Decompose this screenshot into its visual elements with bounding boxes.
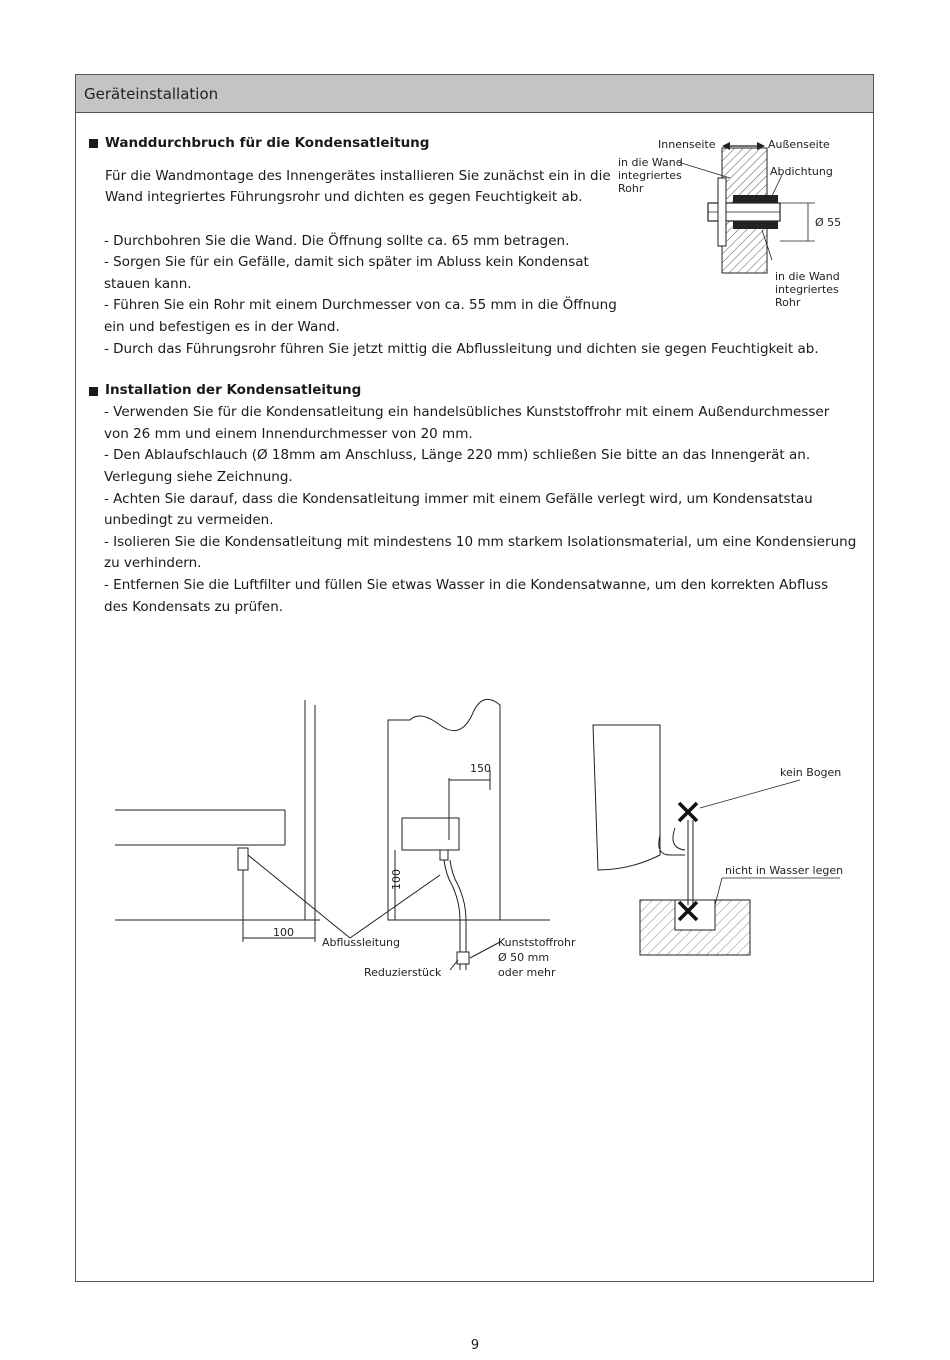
plastic-pipe-label: Ø 50 mm [498,951,550,964]
condensate-line-diagram [110,680,870,1000]
section-header [76,75,873,113]
dimension-100-vertical: 100 [390,869,403,890]
section1-heading: Wanddurchbruch für die Kondensatleitung [105,135,430,151]
inside-label: Innenseite [658,138,716,151]
section1-bullet: - Durchbohren Sie die Wand. Die Öffnung sollte ca. 65 mm betragen. [104,233,570,249]
section2-bullet: von 26 mm und einem Innendurchmesser von 20 mm. [104,426,473,442]
no-bend-label: kein Bogen [780,766,842,779]
pipe-label-line: Rohr [618,182,644,195]
dimension-100-horizontal: 100 [273,926,294,939]
section1-bullet: ein und befestigen es in der Wand. [104,319,340,335]
bullet-square-icon [89,139,98,148]
dimension-150: 150 [470,762,491,775]
page-number: 9 [470,1338,480,1353]
section2-bullet: zu verhindern. [104,555,202,571]
section2-bullet: Verlegung siehe Zeichnung. [104,469,293,485]
section-title: Geräteinstallation [84,85,219,103]
section2-bullet: - Den Ablaufschlauch (Ø 18mm am Anschluss, Länge 220 mm) schließen Sie bitte an das Innengerät an. [104,447,811,463]
section2-bullet: - Isolieren Sie die Kondensatleitung mit mindestens 10 mm starkem Isolationsmaterial, um eine Kondensierung [104,534,857,550]
pipe-label-line: integriertes [618,169,682,182]
drain-label: Abflussleitung [322,936,400,949]
reducer-label: Reduzierstück [364,966,442,979]
no-water-label: nicht in Wasser legen [725,864,844,877]
seal-label: Abdichtung [770,165,833,178]
pipe-label-line: integriertes [775,283,839,296]
bullet-square-icon [89,387,98,396]
section1-bullet: - Sorgen Sie für ein Gefälle, damit sich später im Abluss kein Kondensat [104,254,589,270]
wall-pipe-diagram [600,130,860,315]
section2-bullet: - Verwenden Sie für die Kondensatleitung ein handelsübliches Kunststoffrohr mit einem Außendurchmesser [104,404,830,420]
section2-bullet: unbedingt zu vermeiden. [104,512,274,528]
section1-bullet: - Durch das Führungsrohr führen Sie jetzt mittig die Abflussleitung und dichten sie gegen Feuchtigkeit ab. [104,341,819,357]
plastic-pipe-label: Kunststoffrohr [498,936,576,949]
plastic-pipe-label: oder mehr [498,966,556,979]
section2-bullet: des Kondensats zu prüfen. [104,599,284,615]
section1-intro-line: Wand integriertes Führungsrohr und dichten es gegen Feuchtigkeit ab. [105,189,583,205]
section2-bullet: - Achten Sie darauf, dass die Kondensatleitung immer mit einem Gefälle verlegt wird, um Kondensatstau [104,491,813,507]
pipe-label-line: in die Wand [775,270,840,283]
section1-bullet: stauen kann. [104,276,192,292]
section2-heading: Installation der Kondensatleitung [105,382,362,398]
section1-bullet: - Führen Sie ein Rohr mit einem Durchmesser von ca. 55 mm in die Öffnung [104,297,617,313]
pipe-label-line: in die Wand [618,156,683,169]
pipe-label-line: Rohr [775,296,801,309]
section1-intro-line: Für die Wandmontage des Innengerätes installieren Sie zunächst ein in die [105,168,611,184]
outside-label: Außenseite [768,138,830,151]
diameter-label: Ø 55 [815,216,842,229]
section2-bullet: - Entfernen Sie die Luftfilter und füllen Sie etwas Wasser in die Kondensatwanne, um den korrekten Abfluss [104,577,829,593]
